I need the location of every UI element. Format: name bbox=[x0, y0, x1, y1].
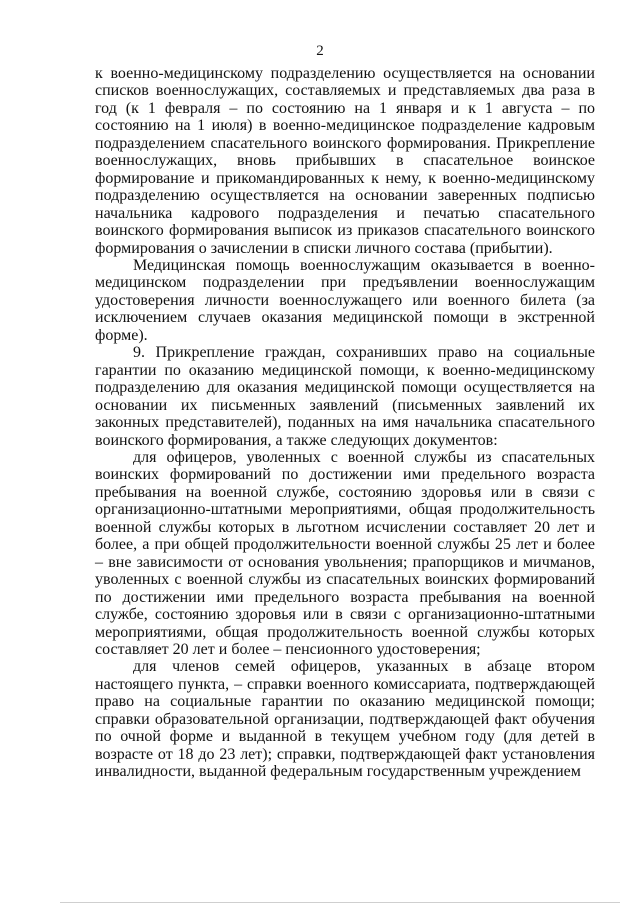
page-number: 2 bbox=[316, 43, 324, 59]
paragraph-1: к военно-медицинскому подразделению осуществляется на основании списков военнослужащих, составляемых и представляемых два раза в год (к 1 февраля – по состоянию на 1 января и к 1 августа – по состоянию на 1 июля) в военно-медицинское подразделение кадровым подразделением спасательного воинского формирования. Прикрепление военнослужащих, вновь прибывших в спасательное воинское формирование и прикомандированных к нему, к военно-медицинскому подразделению осуществляется на основании заверенных подписью начальника кадрового подразделения и печатью спасательного воинского формирования выписок из приказов спасательного воинского формирования о зачислении в списки личного состава (прибытии). bbox=[95, 65, 595, 257]
page-bottom-edge bbox=[60, 902, 620, 903]
document-body bbox=[95, 65, 595, 781]
paragraph-5: для членов семей офицеров, указанных в абзаце втором настоящего пункта, – справки военного комиссариата, подтверждающей право на социальные гарантии по оказанию медицинской помощи; справки образовательной организации, подтверждающей факт обучения по очной форме и выданной в текущем учебном году (для детей в возрасте от 18 до 23 лет); справки, подтверждающей факт установления инвалидности, выданной федеральным государственным учреждением bbox=[95, 658, 595, 781]
paragraph-2: Медицинская помощь военнослужащим оказывается в военно-медицинском подразделении при предъявлении военнослужащим удостоверения личности военнослужащего или военного билета (за исключением случаев оказания медицинской помощи в экстренной форме). bbox=[95, 256, 595, 344]
paragraph-4: для офицеров, уволенных с военной службы из спасательных воинских формирований по достижении ими предельного возраста пребывания на военной службе, состоянию здоровья или в связи с организационно-штатными мероприятиями, общая продолжительность военной службы которых в льготном исчислении составляет 20 лет и более, а при общей продолжительности военной службы 25 лет и более – вне зависимости от основания увольнения; прапорщиков и мичманов, уволенных с военной службы из спасательных воинских формирований по достижении ими предельного возраста пребывания на военной службе, состоянию здоровья или в связи с организационно-штатными мероприятиями, общая продолжительность военной службы которых составляет 20 лет и более – пенсионного удостоверения; bbox=[95, 448, 595, 658]
paragraph-3: 9. Прикрепление граждан, сохранивших право на социальные гарантии по оказанию медицинской помощи, к военно-медицинскому подразделению для оказания медицинской помощи осуществляется на основании их письменных заявлений (письменных заявлений их законных представителей), поданных на имя начальника спасательного воинского формирования, а также следующих документов: bbox=[95, 344, 595, 449]
